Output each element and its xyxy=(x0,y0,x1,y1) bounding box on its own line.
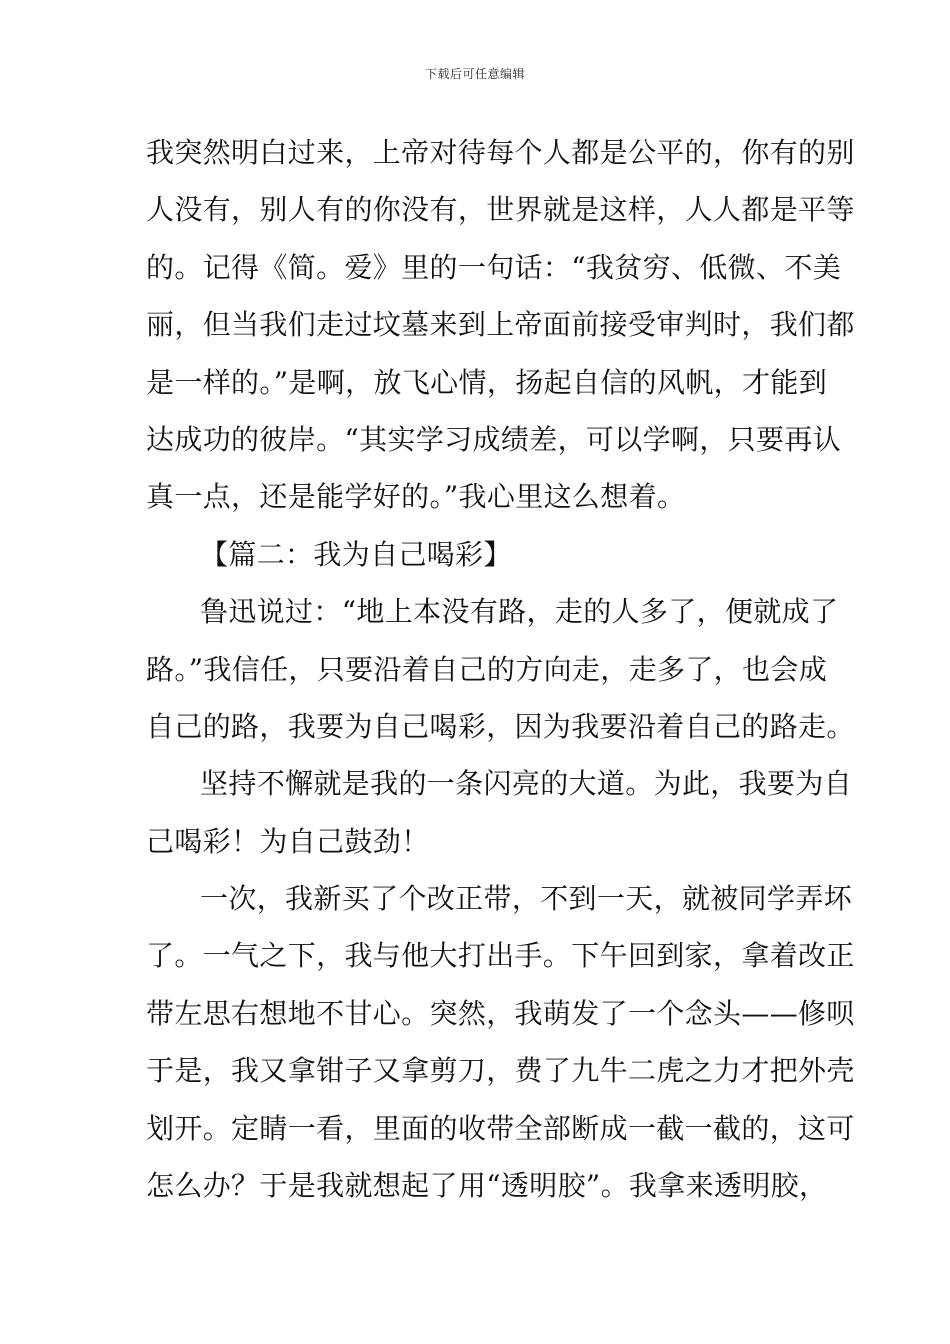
text-line: 鲁迅说过：“地上本没有路，走的人多了，便就成了 xyxy=(200,595,839,629)
section-heading: 【篇二：我为自己喝彩】 xyxy=(200,537,512,571)
text-line: 己喝彩！为自己鼓劲！ xyxy=(146,824,430,858)
text-line: 人没有，别人有的你没有，世界就是这样，人人都是平等 xyxy=(146,193,855,227)
text-line: 达成功的彼岸。“其实学习成绩差，可以学啊，只要再认 xyxy=(146,422,842,456)
text-line: 划开。定睛一看，里面的收带全部断成一截一截的，这可 xyxy=(146,1111,855,1145)
text-line: 坚持不懈就是我的一条闪亮的大道。为此，我要为自 xyxy=(200,767,853,801)
page-header: 下载后可任意编辑 xyxy=(424,67,525,81)
text-line: 是一样的。”是啊，放飞心情，扬起自信的风帆，才能到 xyxy=(146,365,828,399)
document-body xyxy=(146,130,855,1220)
text-line: 怎么办？于是我就想起了用“透明胶”。我拿来透明胶， xyxy=(146,1169,828,1203)
text-line: 路。”我信任，只要沿着自己的方向走，走多了，也会成 xyxy=(146,652,828,686)
text-line: 于是，我又拿钳子又拿剪刀，费了九牛二虎之力才把外壳 xyxy=(146,1054,855,1088)
text-line: 我突然明白过来，上帝对待每个人都是公平的，你有的别 xyxy=(146,136,855,169)
text-line: 自己的路，我要为自己喝彩，因为我要沿着自己的路走。 xyxy=(146,709,855,743)
text-line: 的。记得《简。爱》里的一句话：“我贫穷、低微、不美 xyxy=(146,250,842,284)
text-line: 丽，但当我们走过坟墓来到上帝面前接受审判时，我们都 xyxy=(146,308,855,342)
text-line: 真一点，还是能学好的。”我心里这么想着。 xyxy=(146,480,686,514)
text-line: 了。一气之下，我与他大打出手。下午回到家，拿着改正 xyxy=(146,939,855,973)
text-line: 一次，我新买了个改正带，不到一天，就被同学弄坏 xyxy=(200,882,853,916)
text-line: 带左思右想地不甘心。突然，我萌发了一个念头——修呗 xyxy=(146,996,855,1030)
